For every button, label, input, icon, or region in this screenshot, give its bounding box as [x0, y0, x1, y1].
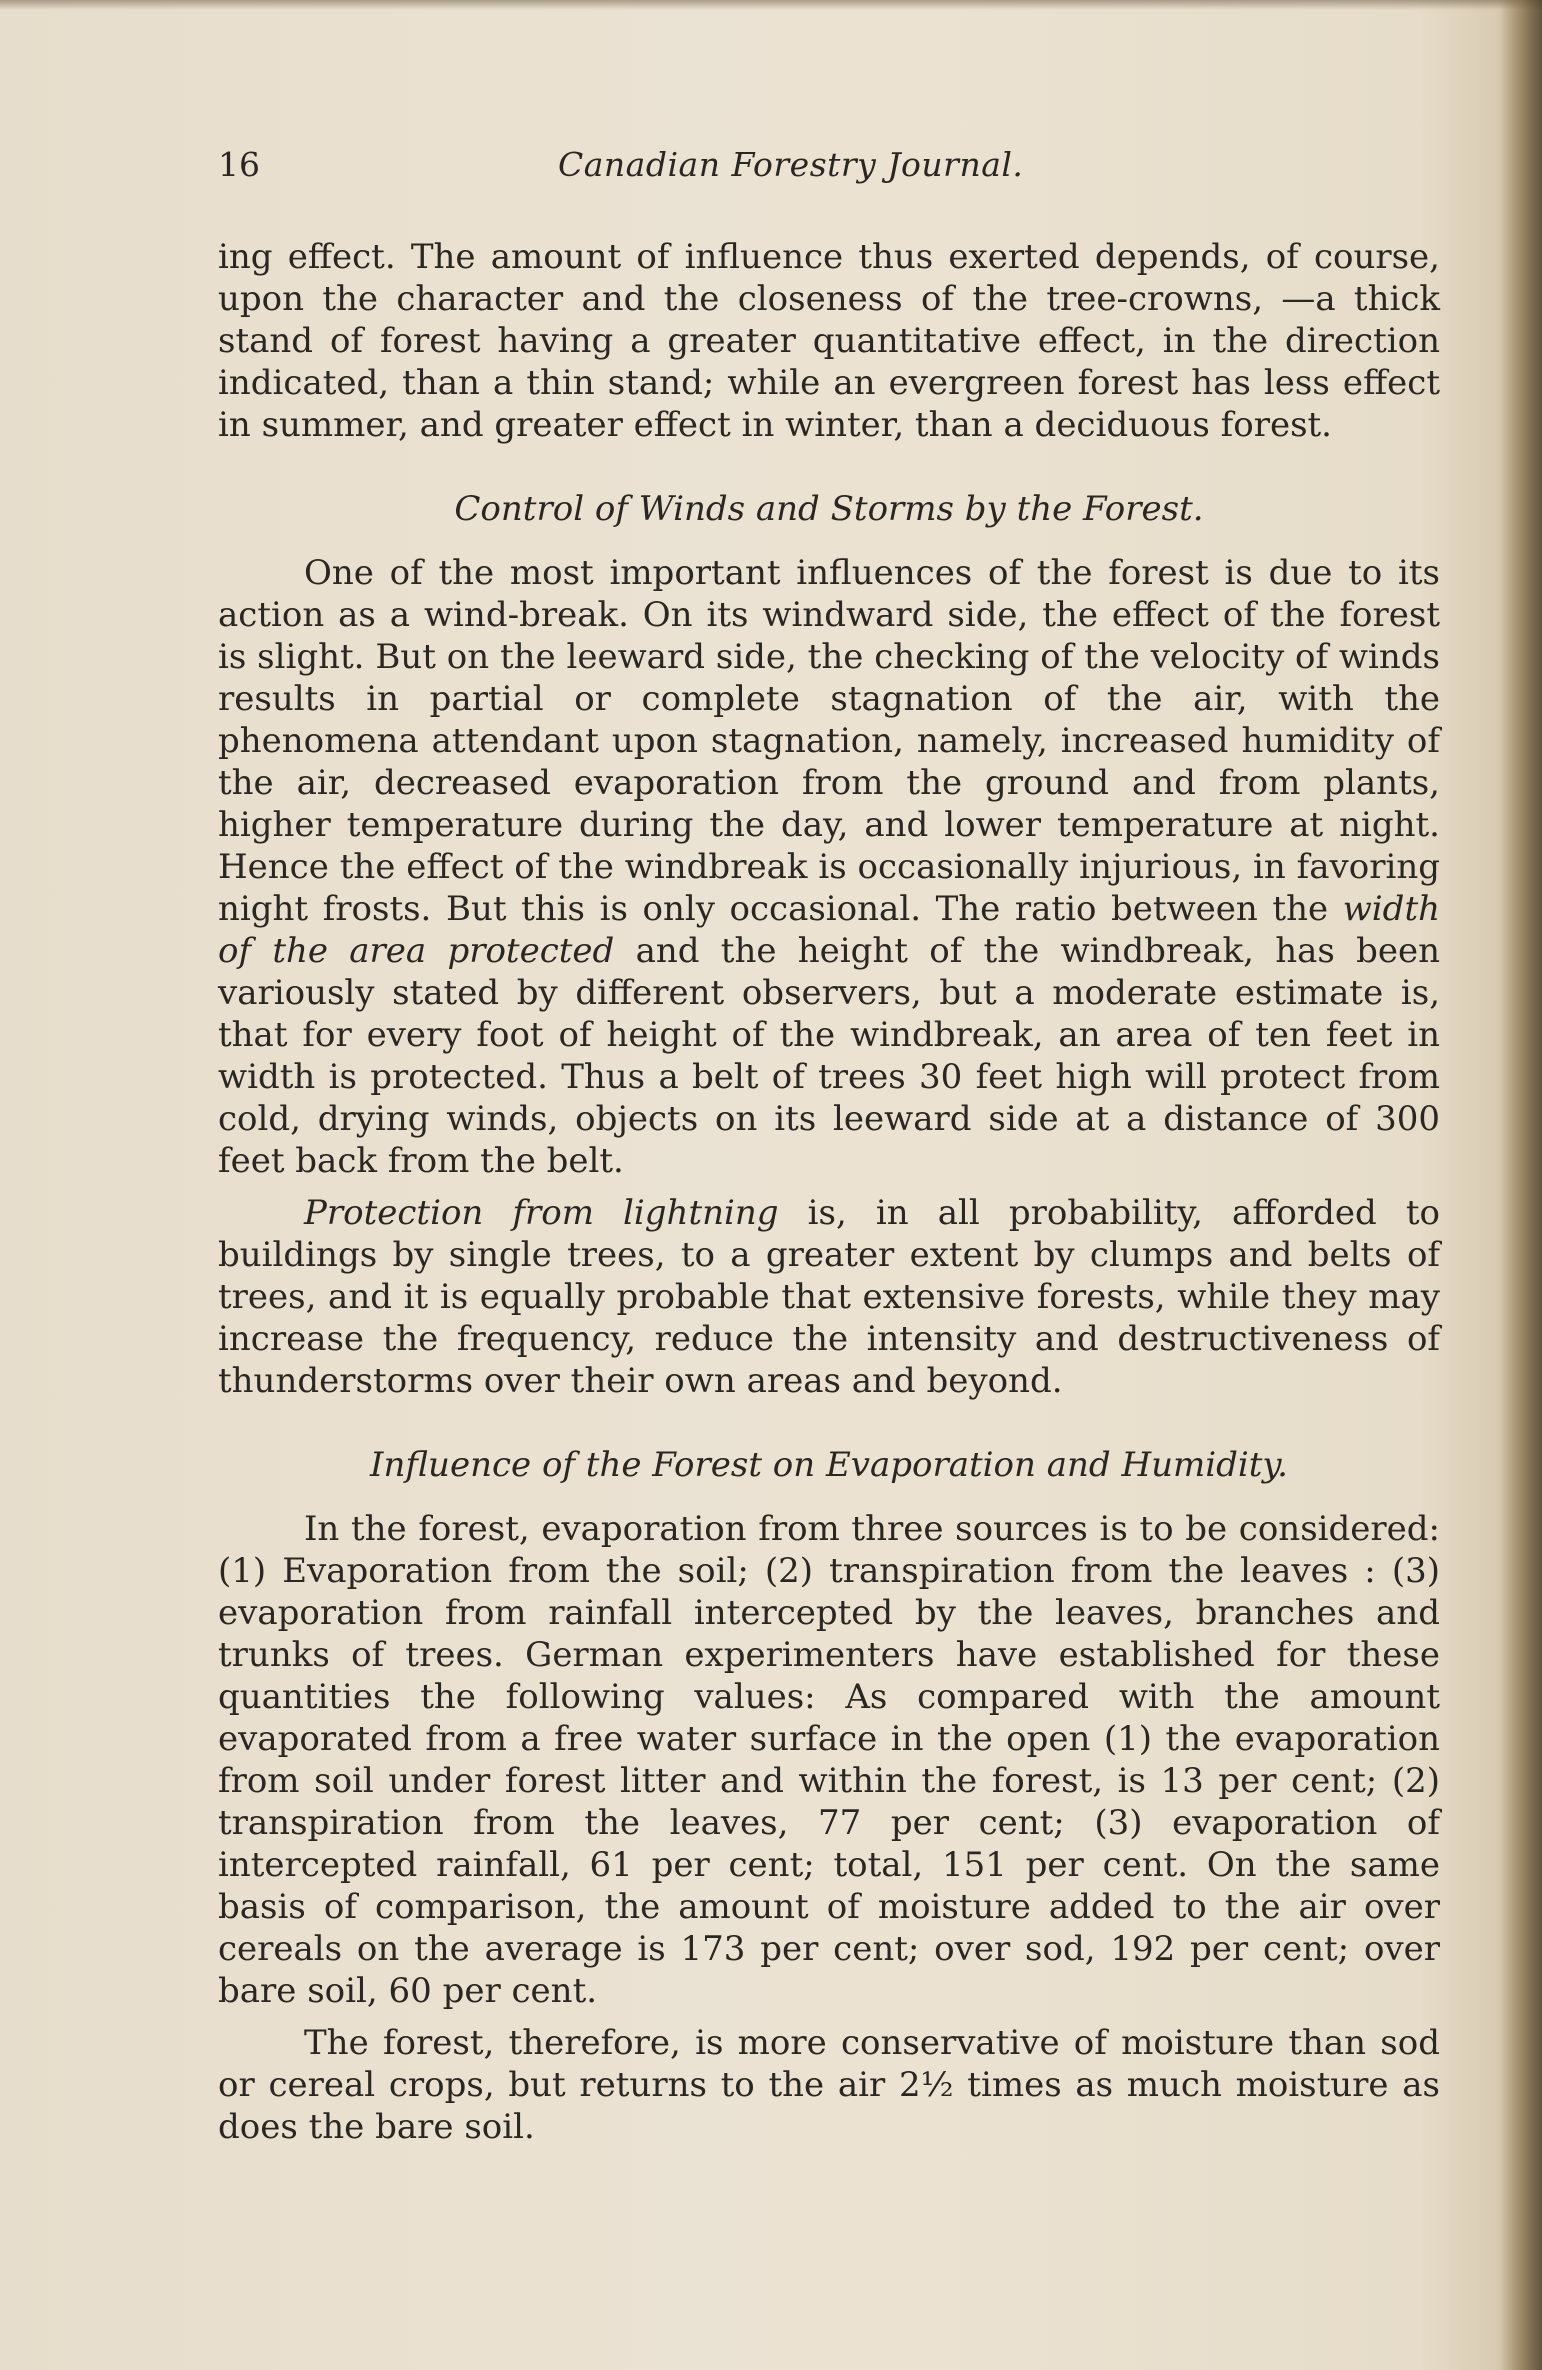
running-header	[218, 145, 1438, 195]
paragraph-lightning-text: is, in all probability, afforded to buildings by single trees, to a greater extent by clumps and belts of trees, and it is equally probable that extensive forests, while they may increase the frequency, reduce the intensity and destructiveness of thunderstorms over their own areas and beyond.	[218, 1193, 1441, 1401]
section-heading-evaporation: Influence of the Forest on Evaporation and Humidity.	[370, 1445, 1288, 1485]
paragraph-evaporation: In the forest, evaporation from three sources is to be considered: (1) Evaporation from the soil; (2) transpiration from the leaves : (3) evaporation from rainfall intercepted by the leaves, branches and trunks of trees. German experimenters have established for these quantities the following values: As compared with the amount evaporated from a free water surface in the open (1) the evaporation from soil under forest litter and within the forest, is 13 per cent; (2) transpiration from the leaves, 77 per cent; (3) evaporation of intercepted rainfall, 61 per cent; total, 151 per cent. On the same basis of comparison, the amount of moisture added to the air over cereals on the average is 173 per cent; over sod, 192 per cent; over bare soil, 60 per cent.	[218, 1509, 1440, 2011]
top-edge-shadow	[0, 0, 1542, 10]
journal-title: Canadian Forestry Journal.	[558, 145, 1024, 184]
paragraph-windbreak	[218, 552, 1440, 1182]
paragraph-windbreak-emphasis: width of the area protected	[218, 889, 1441, 971]
page-number: 16	[218, 145, 260, 184]
section-heading-winds: Control of Winds and Storms by the Forest.	[454, 489, 1204, 529]
paragraph-continuation: ing effect. The amount of influence thus exerted depends, of course, upon the character and the closeness of the tree-crowns, —a thick stand of forest having a greater quantitative effect, in the direction indicated, than a thin stand; while an evergreen forest has less effect in summer, and greater effect in winter, than a deciduous forest.	[218, 237, 1440, 445]
paragraph-lightning-emphasis: Protection from lightning	[304, 1193, 779, 1233]
paragraph-windbreak-text-a: One of the most important influences of the forest is due to its action as a wind-break. On its windward side, the effect of the forest is slight. But on the leeward side, the checking of the velocity of winds results in partial or complete stagnation of the air, with the phenomena attendant upon stagnation, namely, increased humidity of the air, decreased evaporation from the ground and from plants, higher temperature during the day, and lower temperature at night. Hence the effect of the windbreak is occasionally injurious, in favoring night frosts. But this is only occasional. The ratio between the	[218, 553, 1440, 929]
body-text	[218, 236, 1440, 2148]
page-binding-edge	[1500, 0, 1542, 2370]
paragraph-lightning	[218, 1192, 1440, 1402]
paragraph-conclusion: The forest, therefore, is more conservative of moisture than sod or cereal crops, but returns to the air 2½ times as much moisture as does the bare soil.	[218, 2023, 1440, 2147]
paragraph-windbreak-text-b: and the height of the windbreak, has been variously stated by different observers, but a moderate estimate is, that for every foot of height of the windbreak, an area of ten feet in width is protected. Thus a belt of trees 30 feet high will protect from cold, drying winds, objects on its leeward side at a distance of 300 feet back from the belt.	[218, 931, 1441, 1181]
